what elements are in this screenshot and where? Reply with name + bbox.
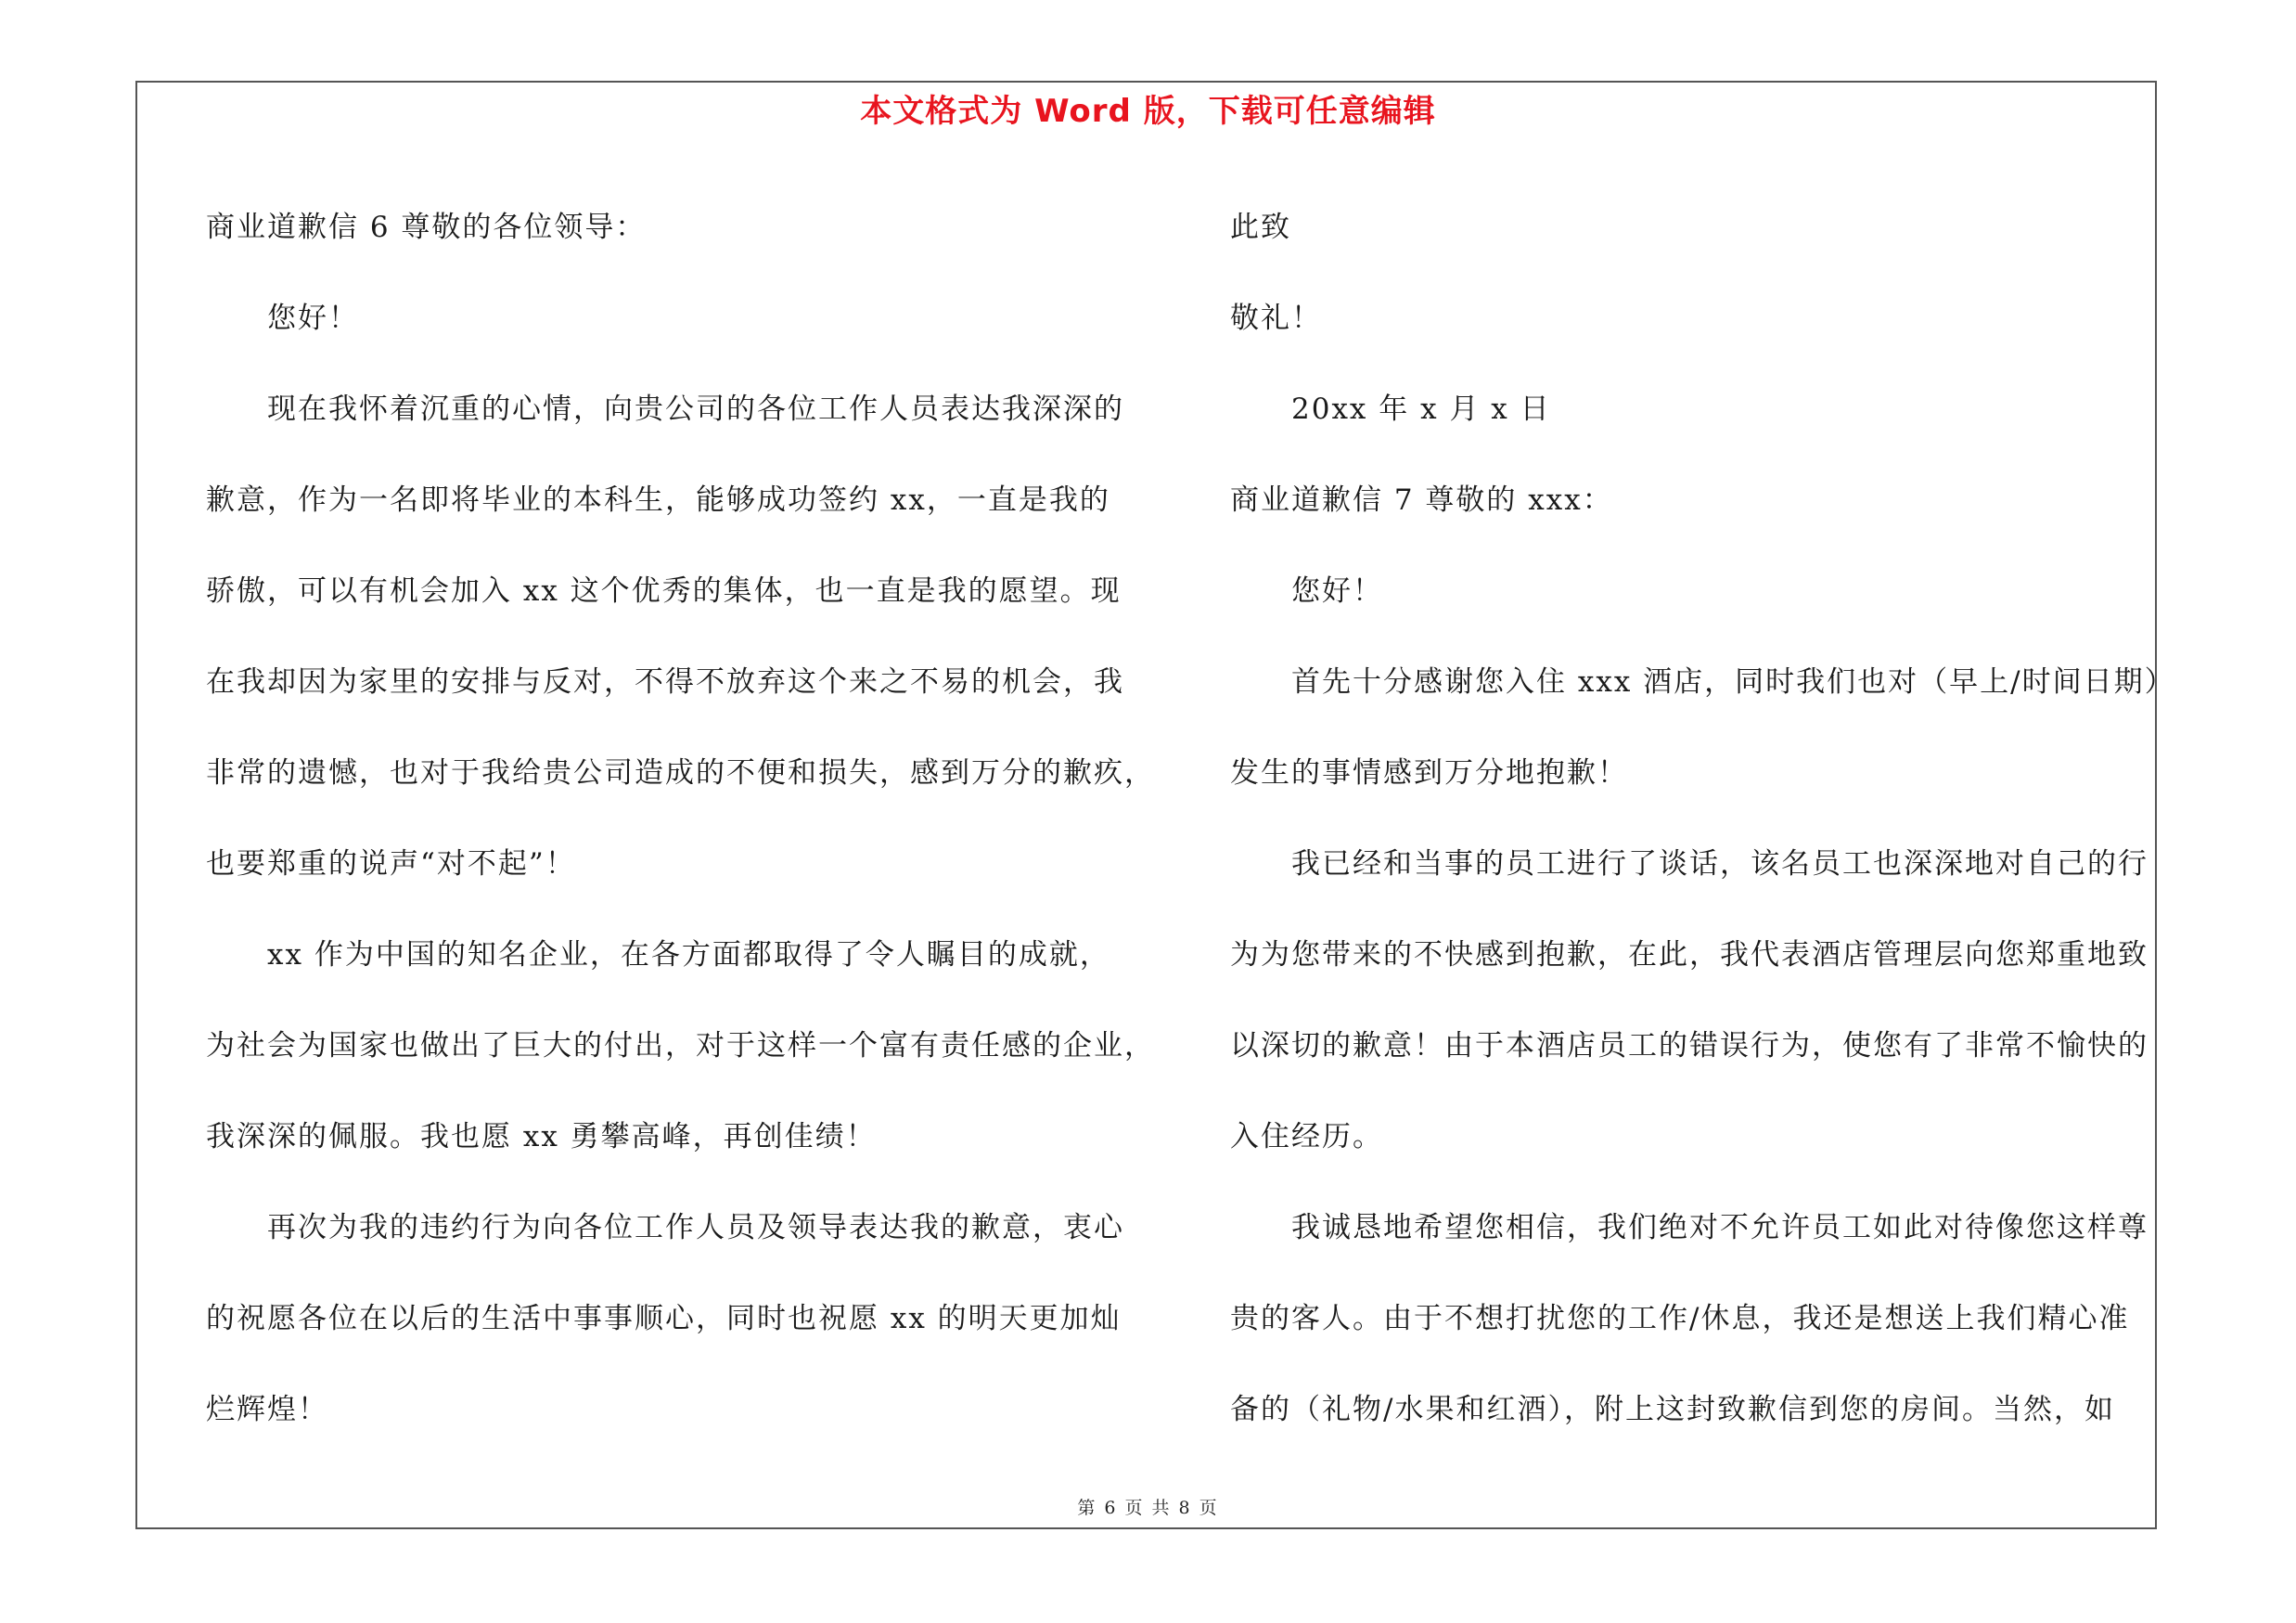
page-number-footer: 第 6 页 共 8 页 [1077, 1498, 1219, 1518]
paragraph-line: 以深切的歉意！由于本酒店员工的错误行为，使您有了非常不愉快的 [1230, 1029, 2148, 1063]
paragraph-line: 也要郑重的说声“对不起”！ [206, 847, 576, 881]
paragraph-line: 贵的客人。由于不想打扰您的工作/休息，我还是想送上我们精心准 [1230, 1302, 2130, 1335]
paragraph-line: xx 作为中国的知名企业，在各方面都取得了令人瞩目的成就， [267, 938, 1110, 972]
paragraph-line: 再次为我的违约行为向各位工作人员及领导表达我的歉意，衷心 [267, 1211, 1124, 1244]
format-banner: 本文格式为 Word 版，下载可任意编辑 [860, 93, 1436, 130]
paragraph-line: 发生的事情感到万分地抱歉！ [1230, 756, 1628, 790]
paragraph-line: 为为您带来的不快感到抱歉，在此，我代表酒店管理层向您郑重地致 [1230, 938, 2148, 972]
paragraph-line: 备的（礼物/水果和红酒），附上这封致歉信到您的房间。当然，如 [1230, 1393, 2115, 1426]
paragraph-line: 入住经历。 [1230, 1120, 1383, 1153]
paragraph-line: 非常的遗憾，也对于我给贵公司造成的不便和损失，感到万分的歉疚， [206, 756, 1155, 790]
paragraph-line: 您好！ [267, 302, 359, 335]
paragraph-line: 为社会为国家也做出了巨大的付出，对于这样一个富有责任感的企业， [206, 1029, 1155, 1063]
paragraph-line: 商业道歉信 6 尊敬的各位领导： [206, 211, 647, 244]
paragraph-line: 20xx 年 x 月 x 日 [1291, 393, 1551, 426]
paragraph-line: 我诚恳地希望您相信，我们绝对不允许员工如此对待像您这样尊 [1291, 1211, 2148, 1244]
paragraph-line: 商业道歉信 7 尊敬的 xxx： [1230, 483, 1613, 517]
right-column [1230, 182, 2175, 1455]
paragraph-line: 的祝愿各位在以后的生活中事事顺心，同时也祝愿 xx 的明天更加灿 [206, 1302, 1122, 1335]
paragraph-line: 现在我怀着沉重的心情，向贵公司的各位工作人员表达我深深的 [267, 393, 1124, 426]
paragraph-line: 您好！ [1291, 574, 1383, 608]
paragraph-line: 烂辉煌！ [206, 1393, 328, 1426]
paragraph-line: 此致 [1230, 211, 1291, 244]
paragraph-line: 歉意，作为一名即将毕业的本科生，能够成功签约 xx，一直是我的 [206, 483, 1110, 517]
paragraph-line: 在我却因为家里的安排与反对，不得不放弃这个来之不易的机会，我 [206, 665, 1124, 699]
paragraph-line: 首先十分感谢您入住 xxx 酒店，同时我们也对（早上/时间日期） [1291, 665, 2175, 699]
paragraph-line: 骄傲，可以有机会加入 xx 这个优秀的集体，也一直是我的愿望。现 [206, 574, 1122, 608]
paragraph-line: 我深深的佩服。我也愿 xx 勇攀高峰，再创佳绩！ [206, 1120, 877, 1153]
paragraph-line: 我已经和当事的员工进行了谈话，该名员工也深深地对自己的行 [1291, 847, 2148, 881]
paragraph-line: 敬礼！ [1230, 302, 1322, 335]
left-column [206, 182, 1155, 1455]
